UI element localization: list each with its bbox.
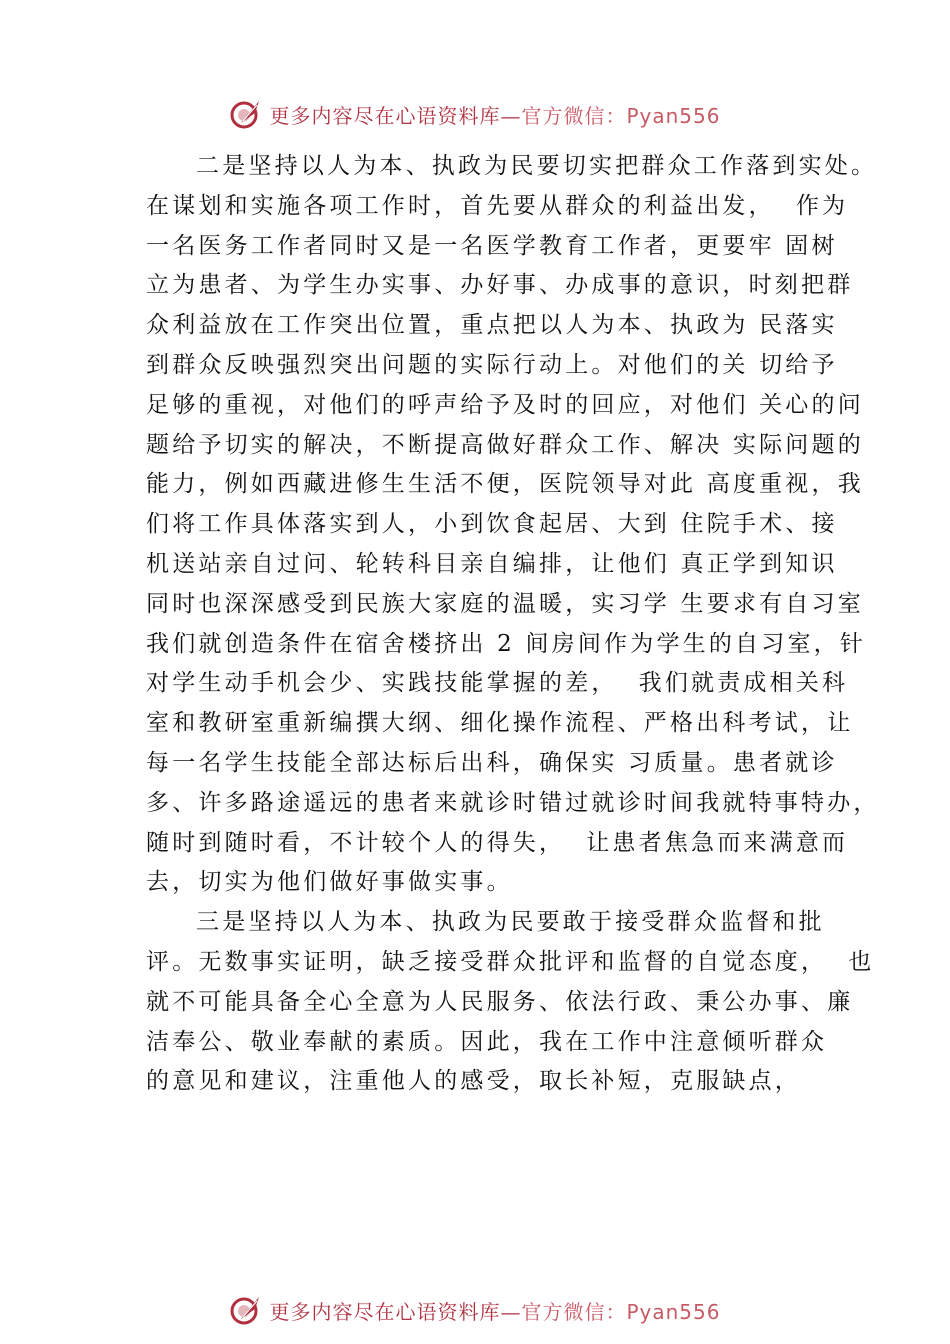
quill-logo-icon xyxy=(229,1293,263,1327)
text-line: 一名医务工作者同时又是一名医学教育工作者，更要牢 固树 xyxy=(146,232,838,259)
banner-separator: — xyxy=(500,103,522,128)
quill-logo-icon xyxy=(229,97,263,131)
brand-text: 更多内容尽在心语资料库 xyxy=(269,103,501,128)
text-line: 在谋划和实施各项工作时，首先要从群众的利益出发， 作为 xyxy=(146,192,849,219)
text-line: 到群众反映强烈突出问题的实际行动上。对他们的关 切给予 xyxy=(146,351,838,378)
text-line: 室和教研室重新编撰大纲、细化操作流程、严格出科考试，让 xyxy=(146,710,854,737)
text-line: 题给予切实的解决，不断提高做好群众工作、解决 实际问题的 xyxy=(146,431,864,458)
header-banner xyxy=(0,94,950,134)
wechat-text: 官方微信：Pyan556 xyxy=(521,103,721,128)
text-line: 三是坚持以人为本、执政为民要敢于接受群众监督和批 xyxy=(196,909,825,936)
text-line: 能力，例如西藏进修生生活不便，医院领导对此 高度重视，我 xyxy=(146,471,864,498)
text-line: 洁奉公、敬业奉献的素质。因此，我在工作中注意倾听群众 xyxy=(146,1028,828,1055)
banner-separator: — xyxy=(500,1299,522,1324)
text-line: 足够的重视，对他们的呼声给予及时的回应，对他们 关心的问 xyxy=(146,391,864,418)
text-line: 每一名学生技能全部达标后出科，确保实 习质量。患者就诊 xyxy=(146,749,838,776)
text-line: 立为患者、为学生办实事、办好事、办成事的意识，时刻把群 xyxy=(146,272,854,299)
text-line: 多、许多路途遥远的患者来就诊时错过就诊时间我就特事特办， xyxy=(146,789,880,816)
document-body xyxy=(146,147,880,1102)
text-line: 我们就创造条件在宿舍楼挤出 2 间房间作为学生的自习室，针 xyxy=(146,630,867,657)
text-line: 去，切实为他们做好事做实事。 xyxy=(146,869,513,896)
footer-banner xyxy=(0,1290,950,1330)
text-line: 的意见和建议，注重他人的感受，取长补短，克服缺点， xyxy=(146,1068,801,1095)
text-line: 机送站亲自过问、轮转科目亲自编排，让他们 真正学到知识 xyxy=(146,550,838,577)
wechat-text: 官方微信：Pyan556 xyxy=(521,1299,721,1324)
text-line: 评。无数事实证明，缺乏接受群众批评和监督的自觉态度， 也 xyxy=(146,948,875,975)
text-line: 对学生动手机会少、实践技能掌握的差， 我们就责成相关科 xyxy=(146,670,849,697)
text-line: 同时也深深感受到民族大家庭的温暖，实习学 生要求有自习室 xyxy=(146,590,864,617)
banner-text xyxy=(269,1296,720,1325)
brand-text: 更多内容尽在心语资料库 xyxy=(269,1299,501,1324)
banner-text xyxy=(269,100,720,129)
text-line: 就不可能具备全心全意为人民服务、依法行政、秉公办事、廉 xyxy=(146,988,854,1015)
text-line: 众利益放在工作突出位置，重点把以人为本、执政为 民落实 xyxy=(146,312,838,339)
text-line: 们将工作具体落实到人，小到饮食起居、大到 住院手术、接 xyxy=(146,511,838,538)
text-line: 二是坚持以人为本、执政为民要切实把群众工作落到实处。 xyxy=(196,153,878,179)
text-line: 随时到随时看，不计较个人的得失， 让患者焦急而来满意而 xyxy=(146,829,849,856)
